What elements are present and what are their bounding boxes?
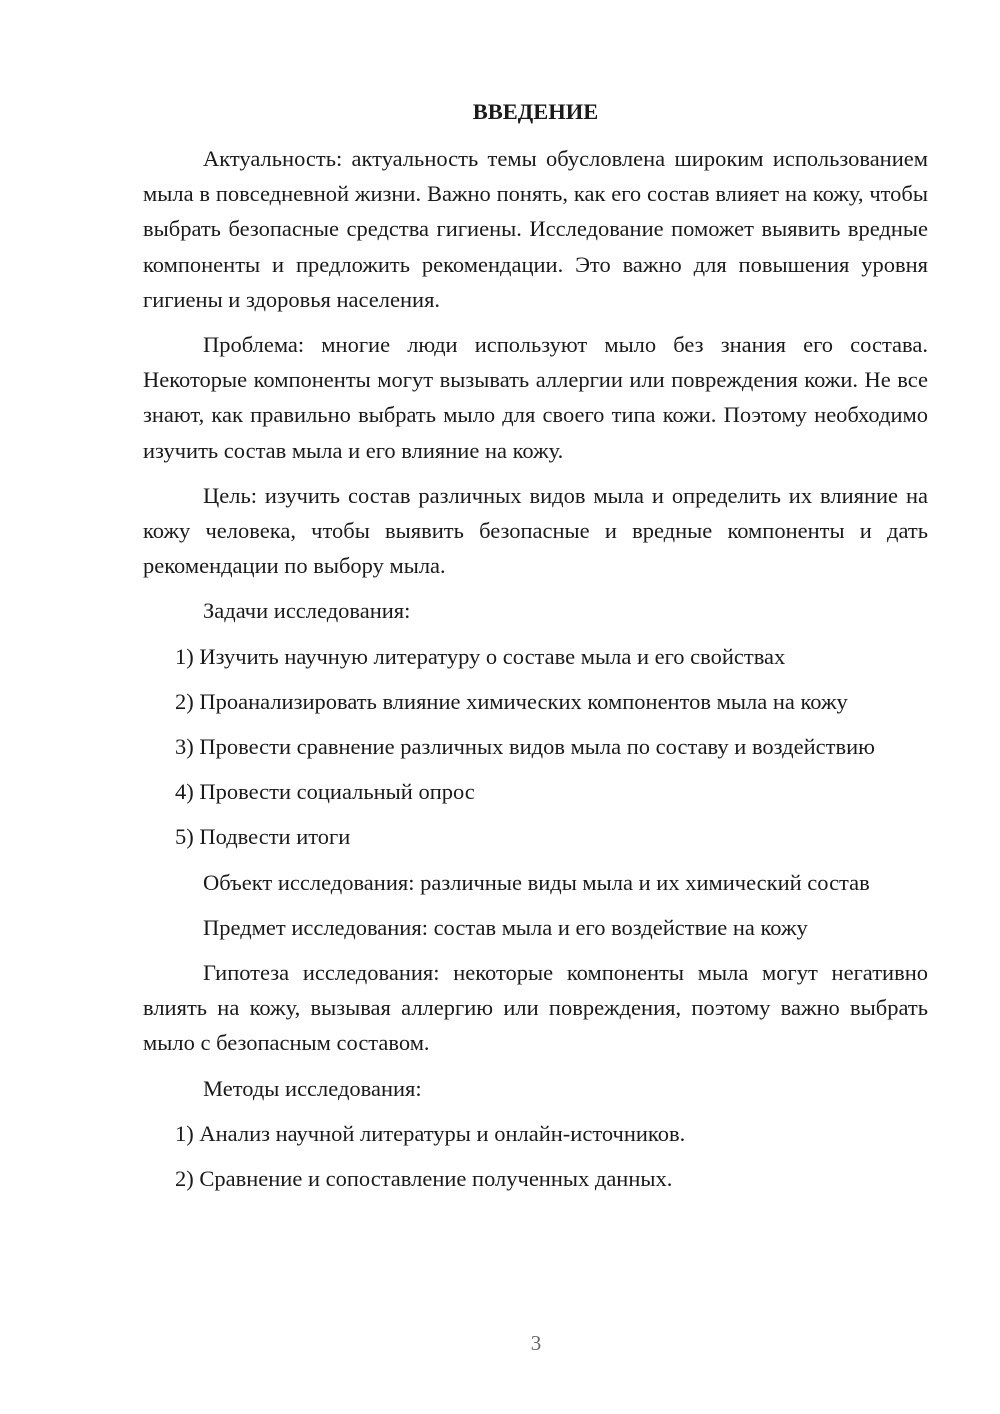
task-item: 5) Подвести итоги: [175, 824, 351, 850]
goal-paragraph: Цель: изучить состав различных видов мыла и определить их влияние на кожу человека, чтобы выявить безопасные и вредные компоненты и дать рекомендации по выбору мыла.: [143, 482, 928, 579]
method-item: 2) Сравнение и сопоставление полученных данных.: [175, 1166, 673, 1192]
tasks-heading: Задачи исследования:: [203, 598, 411, 624]
problem-paragraph: Проблема: многие люди используют мыло без знания его состава. Некоторые компоненты могут вызывать аллергии или повреждения кожи. Не все знают, как правильно выбрать мыло для своего типа кожи. Поэтому необходимо изучить состав мыла и его влияние на кожу.: [143, 332, 928, 463]
subject-paragraph: Предмет исследования: состав мыла и его воздействие на кожу: [203, 914, 808, 940]
task-item: 4) Провести социальный опрос: [175, 779, 475, 805]
page-number: 3: [530, 1331, 542, 1355]
task-item: 2) Проанализировать влияние химических компонентов мыла на кожу: [175, 688, 848, 714]
hypothesis-paragraph: Гипотеза исследования: некоторые компоненты мыла могут негативно влиять на кожу, вызывая аллергию или повреждения, поэтому важно выбрать мыло с безопасным составом.: [143, 960, 928, 1056]
methods-heading: Методы исследования:: [203, 1075, 422, 1101]
section-title: ВВЕДЕНИЕ: [472, 99, 599, 124]
object-paragraph: Объект исследования: различные виды мыла и их химический состав: [203, 869, 870, 895]
task-item: 3) Провести сравнение различных видов мыла по составу и воздействию: [175, 734, 875, 760]
page-content: [143, 94, 928, 1206]
relevance-paragraph: Актуальность: актуальность темы обусловлена широким использованием мыла в повседневной жизни. Важно понять, как его состав влияет на кожу, чтобы выбрать безопасные средства гигиены. Исследование поможет выявить вредные компоненты и предложить рекомендации. Это важно для повышения уровня гигиены и здоровья населения.: [143, 146, 928, 312]
method-item: 1) Анализ научной литературы и онлайн-источников.: [175, 1120, 686, 1146]
task-item: 1) Изучить научную литературу о составе мыла и его свойствах: [175, 643, 786, 669]
